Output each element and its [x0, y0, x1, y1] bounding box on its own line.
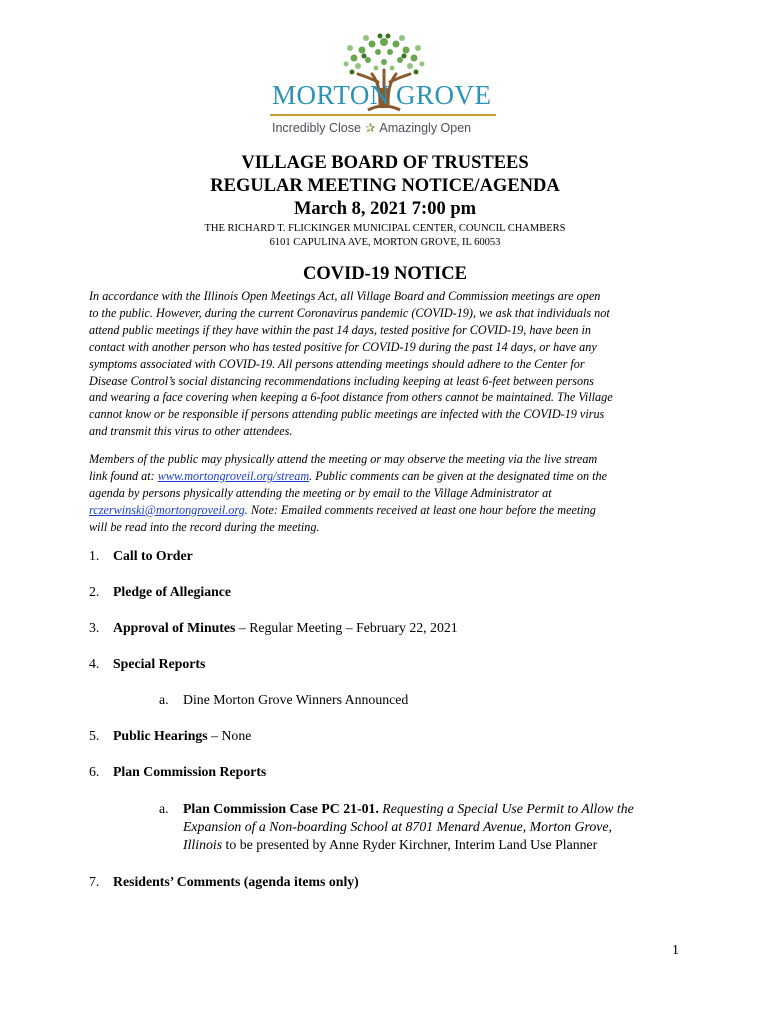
- notice-text: . Public comments can be given at the designated time on the: [309, 468, 608, 483]
- notice-line: and wearing a face covering when keeping a 6-foot distance from others cannot be maintained. The Village: [89, 390, 613, 405]
- item-number: 1.: [89, 548, 100, 563]
- page-number: 1: [672, 942, 679, 957]
- notice-text: . Note: Emailed comments received at least one hour before the meeting: [244, 502, 596, 517]
- covid-notice-paragraph: [89, 288, 681, 440]
- subitem-line: Expansion of a Non-boarding School at 8701 Menard Avenue, Morton Grove,: [183, 819, 612, 834]
- agenda-item-special-reports: [89, 656, 205, 672]
- notice-line: Members of the public may physically attend the meeting or may observe the meeting via the live stream: [89, 452, 598, 466]
- agenda-item-public-hearings: [89, 728, 251, 744]
- star-icon: ✰: [364, 121, 376, 135]
- agenda-item-plan-commission: [89, 764, 266, 780]
- item-number: 7.: [89, 874, 100, 889]
- notice-line: [89, 502, 681, 519]
- logo-tagline: [272, 120, 471, 135]
- agenda-subitem-pc-21-01: [159, 800, 689, 854]
- item-title: Call to Order: [113, 548, 193, 563]
- meeting-titles: [0, 152, 770, 221]
- item-title: Residents’ Comments (agenda items only): [113, 874, 359, 889]
- case-description: Requesting a Special Use Permit to Allow the: [378, 801, 634, 816]
- notice-line: will be read into the record during the meeting.: [89, 519, 320, 534]
- subitem-letter: a.: [159, 801, 169, 816]
- agenda-item-residents-comments: [89, 874, 359, 890]
- agenda-subitem-dine-morton-grove: [159, 692, 408, 708]
- covid-heading: COVID-19 NOTICE: [303, 264, 467, 284]
- notice-line: symptoms associated with COVID-19. All persons attending meetings should adhere to the Center for: [89, 356, 585, 371]
- agenda-item-pledge: [89, 584, 231, 600]
- item-number: 6.: [89, 764, 100, 779]
- logo-word-grove: GROVE: [396, 80, 492, 110]
- item-title: Pledge of Allegiance: [113, 584, 232, 599]
- venue-line-1: THE RICHARD T. FLICKINGER MUNICIPAL CENTER, COUNCIL CHAMBERS: [204, 223, 566, 234]
- case-description: Illinois: [183, 837, 223, 852]
- item-number: 3.: [89, 620, 100, 635]
- public-attendance-paragraph: [89, 451, 681, 536]
- notice-line: cannot know or be responsible if persons attending public meetings are infected with the COVID-19 virus: [89, 407, 605, 422]
- meeting-date: March 8, 2021 7:00 pm: [293, 199, 477, 219]
- subitem-letter: a.: [159, 692, 169, 707]
- notice-title: REGULAR MEETING NOTICE/AGENDA: [210, 176, 560, 196]
- notice-line: [89, 468, 681, 485]
- stream-link[interactable]: www.mortongroveil.org/stream: [157, 468, 310, 483]
- item-detail: – None: [207, 728, 252, 743]
- board-title: VILLAGE BOARD OF TRUSTEES: [241, 153, 529, 173]
- item-number: 4.: [89, 656, 100, 671]
- item-title: Special Reports: [113, 656, 206, 671]
- notice-line: and transmit this virus to other attendees.: [89, 424, 293, 439]
- venue-line-2: 6101 CAPULINA AVE, MORTON GROVE, IL 60053: [269, 237, 501, 248]
- tagline-left: Incredibly Close: [272, 121, 361, 135]
- case-title: Plan Commission Case PC 21-01.: [183, 801, 379, 816]
- item-title: Plan Commission Reports: [113, 764, 267, 779]
- notice-text: link found at:: [89, 468, 158, 483]
- logo-divider: [270, 114, 496, 116]
- notice-line: attend public meetings if they have within the past 14 days, tested positive for COVID-19, have been in: [89, 322, 591, 337]
- item-number: 2.: [89, 584, 100, 599]
- agenda-item-minutes: [89, 620, 458, 636]
- notice-line: agenda by persons physically attending the meeting or by email to the Village Administrator at: [89, 485, 552, 500]
- tagline-right: Amazingly Open: [379, 121, 472, 135]
- meeting-venue: [0, 222, 770, 250]
- morton-grove-logo: [268, 32, 500, 140]
- item-number: 5.: [89, 728, 100, 743]
- subitem-line: [159, 836, 689, 854]
- agenda-item-call-to-order: [89, 548, 193, 564]
- item-title: Public Hearings: [113, 728, 208, 743]
- notice-line: Disease Control’s social distancing recommendations including keeping at least 6-feet between persons: [89, 373, 594, 388]
- notice-line: In accordance with the Illinois Open Meetings Act, all Village Board and Commission meetings are open: [89, 289, 601, 303]
- item-detail: – Regular Meeting – February 22, 2021: [235, 620, 458, 635]
- item-title: Approval of Minutes: [113, 620, 236, 635]
- presenter-text: to be presented by Anne Ryder Kirchner, Interim Land Use Planner: [222, 837, 598, 852]
- notice-line: to the public. However, during the current Coronavirus pandemic (COVID-19), we ask that individuals not: [89, 305, 610, 320]
- logo-word-morton: MORTON: [272, 80, 390, 110]
- subitem-line: [159, 800, 689, 818]
- subitem-text: Dine Morton Grove Winners Announced: [183, 692, 409, 707]
- email-link[interactable]: rczerwinski@mortongroveil.org: [89, 502, 245, 517]
- notice-line: contact with another person who has tested positive for COVID-19 during the past 14 days, or have any: [89, 339, 597, 354]
